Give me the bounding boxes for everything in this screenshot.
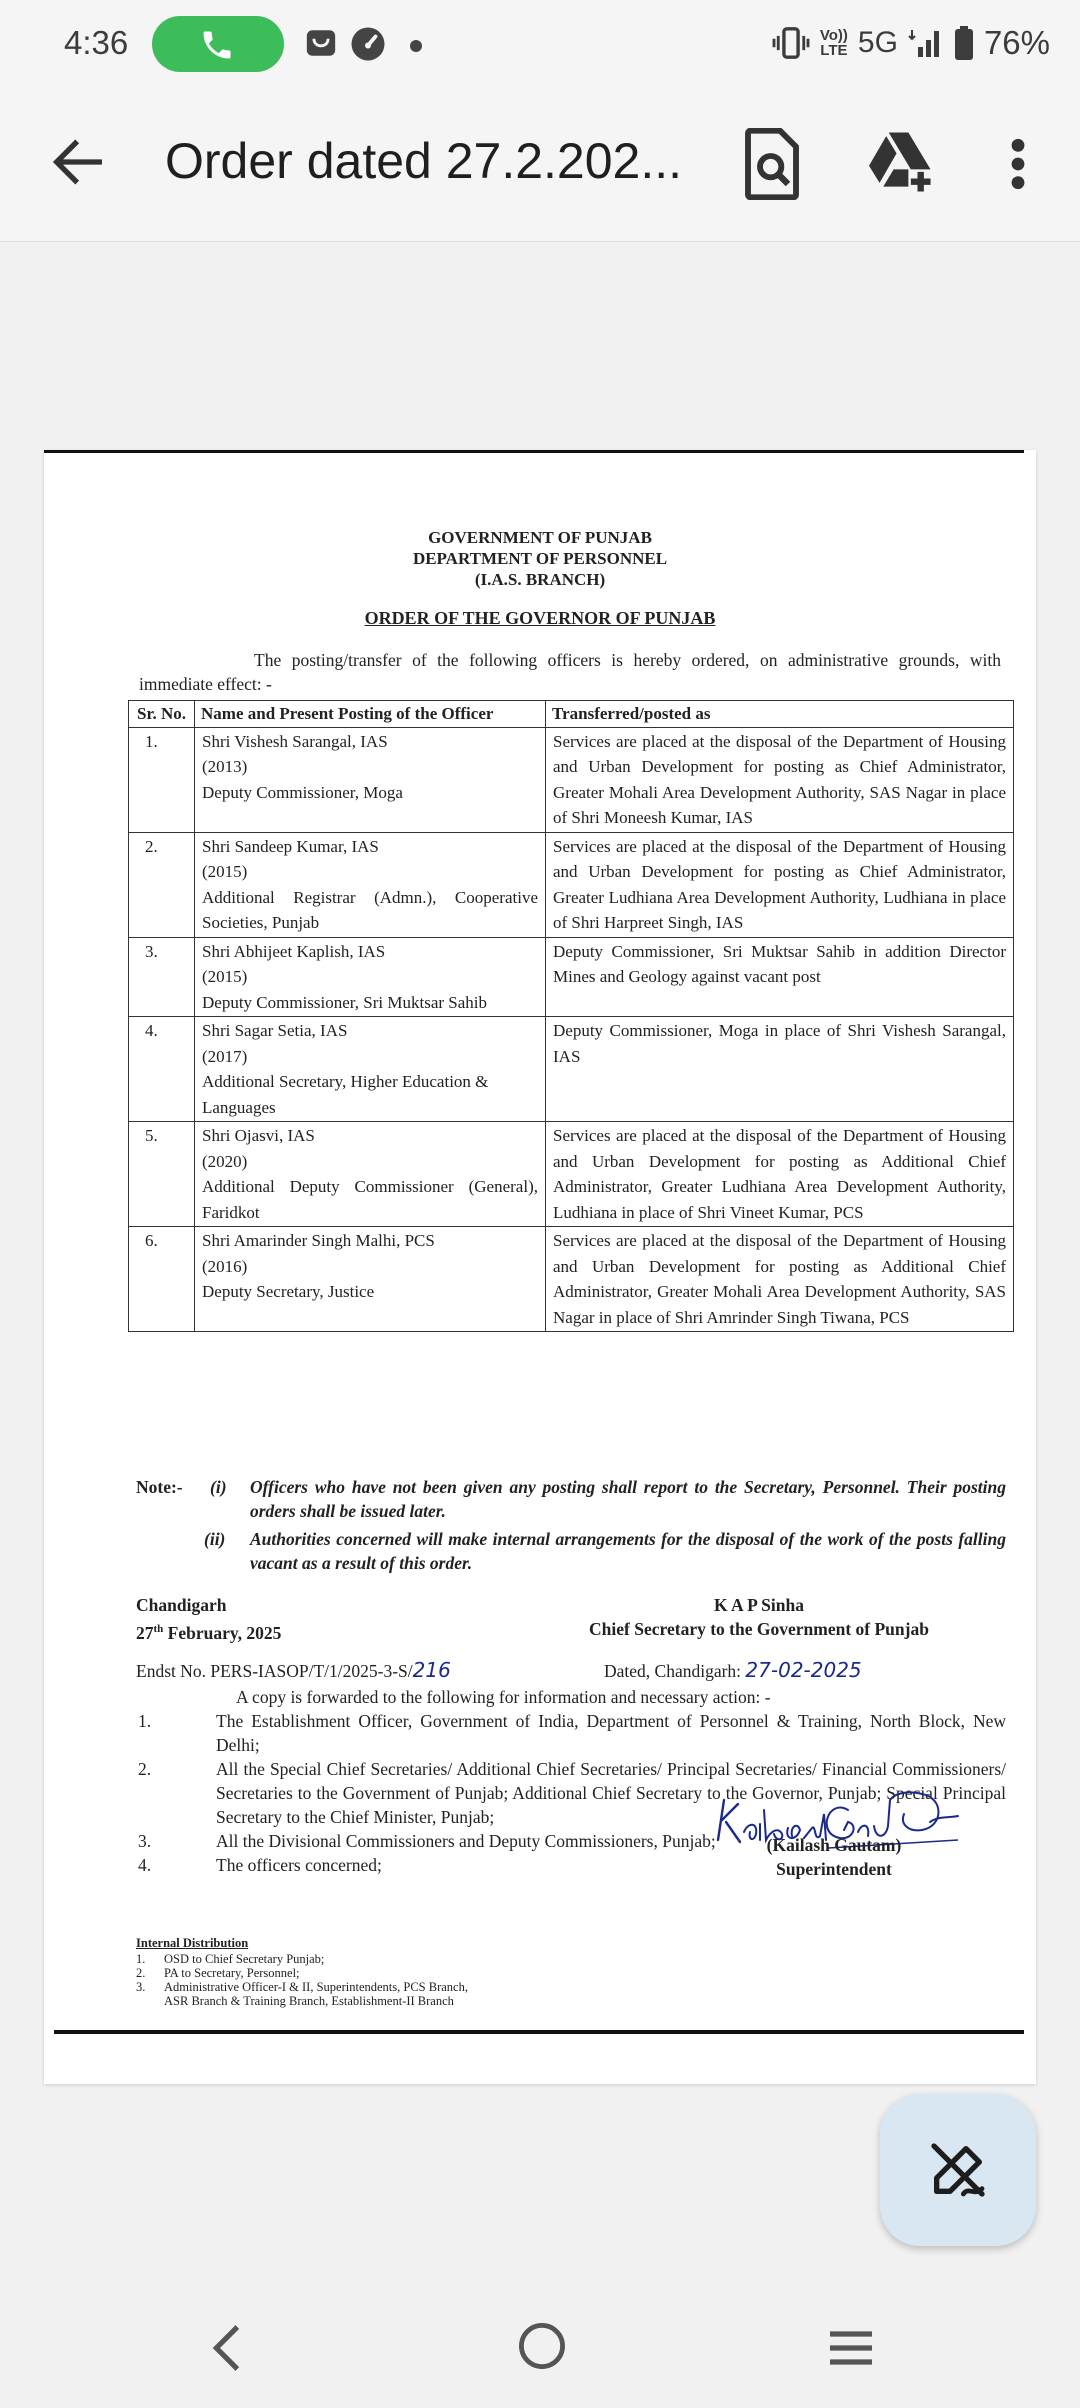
network-type: 5G <box>857 26 898 59</box>
add-to-drive-button[interactable] <box>866 130 936 194</box>
signal-icon <box>908 27 944 59</box>
endorsement-date: Dated, Chandigarh: 27-02-2025 <box>604 1658 862 1682</box>
officers-table <box>128 700 1014 1332</box>
header-name: Name and Present Posting of the Officer <box>195 701 546 728</box>
order-intro: The posting/transfer of the following officers is hereby ordered, on administrative grounds, with immediate effect: - <box>139 650 1001 694</box>
row-sr: 2. <box>129 832 195 937</box>
note-number: (i) <box>210 1477 227 1497</box>
order-title: ORDER OF THE GOVERNOR OF PUNJAB <box>364 608 716 628</box>
notification-dot <box>410 40 422 52</box>
row-posted: Services are placed at the disposal of the Department of Housing and Urban Development for posting as Additional Chief Administrator, Greater Ludhiana Area Development Authority, Ludhiana in place of Shri Vineet Kumar, PCS <box>546 1122 1014 1227</box>
volte-indicator: Vo)) LTE <box>819 27 848 59</box>
document-title: Order dated 27.2.202... <box>165 133 683 189</box>
row-officer: Shri Abhijeet Kaplish, IAS (2015) Deputy Commissioner, Sri Muktsar Sahib <box>195 937 546 1017</box>
internal-item: 2. PA to Secretary, Personnel; <box>136 1966 300 1980</box>
order-date: 27th February, 2025 <box>136 1622 282 1643</box>
gauge-icon <box>350 26 386 62</box>
note-item <box>136 1527 1006 1575</box>
ongoing-call-chip[interactable] <box>152 16 284 72</box>
nav-recents-icon[interactable] <box>822 2320 880 2376</box>
internal-item: 1. OSD to Chief Secretary Punjab; <box>136 1952 325 1966</box>
status-bar <box>0 0 1080 90</box>
find-in-page-button[interactable] <box>740 128 804 200</box>
handwritten-number: 216 <box>412 1658 451 1682</box>
note-text: Authorities concerned will make internal arrangements for the disposal of the work of the posts falling vacant as a result of this order. <box>250 1529 1006 1573</box>
branch-heading: (I.A.S. BRANCH) <box>474 570 606 589</box>
table-row <box>129 937 1014 1017</box>
more-options-button[interactable] <box>1000 132 1036 196</box>
signatory-block <box>684 1833 984 1881</box>
header-sr-no: Sr. No. <box>129 701 195 728</box>
add-to-drive-icon <box>866 130 936 194</box>
status-right-group <box>772 24 1050 62</box>
row-sr: 3. <box>129 937 195 1017</box>
forward-item: 2. All the Special Chief Secretaries/ Additional Chief Secretaries/ Principal Secretaries/ Financial Commissioners/ Secretaries to the Government of Punjab; Additional Chief Secretary to the Governor, Punjab; Special Principal Secretary to the Chief Minister, Punjab; <box>138 1759 1006 1827</box>
row-sr: 6. <box>129 1227 195 1332</box>
note-number: (ii) <box>204 1529 226 1549</box>
signer-title: Chief Secretary to the Government of Punjab <box>589 1619 929 1639</box>
forward-intro: A copy is forwarded to the following for information and necessary action: - <box>236 1687 771 1707</box>
forward-item: 1. The Establishment Officer, Government of India, Department of Personnel & Training, North Block, New Delhi; <box>138 1711 1006 1755</box>
row-sr: 4. <box>129 1017 195 1122</box>
nav-back-icon[interactable] <box>200 2318 256 2378</box>
place: Chandigarh <box>136 1595 227 1615</box>
battery-percent: 76% <box>983 24 1050 61</box>
more-vert-icon <box>1000 132 1036 196</box>
signatory-name: (Kailash Gautam) <box>766 1835 902 1855</box>
place-date <box>136 1593 281 1645</box>
row-sr: 1. <box>129 727 195 832</box>
edit-fab[interactable] <box>880 2094 1036 2246</box>
table-header-row <box>129 701 1014 728</box>
top-rule <box>44 450 1024 453</box>
phone-icon <box>199 27 235 63</box>
row-officer: Shri Vishesh Sarangal, IAS (2013) Deputy Commissioner, Moga <box>195 727 546 832</box>
back-button[interactable] <box>46 130 110 194</box>
nav-home-icon[interactable] <box>516 2314 568 2378</box>
table-row <box>129 1017 1014 1122</box>
row-officer: Shri Amarinder Singh Malhi, PCS (2016) Deputy Secretary, Justice <box>195 1227 546 1332</box>
forward-item: 3. All the Divisional Commissioners and Deputy Commissioners, Punjab; <box>138 1831 716 1851</box>
endorsement-number: Endst No. PERS-IASOP/T/1/2025-3-S/216 <box>136 1658 451 1682</box>
row-posted: Services are placed at the disposal of the Department of Housing and Urban Development for posting as Chief Administrator, Greater Ludhiana Area Development Authority, Ludhiana in place of Shri Harpreet Singh, IAS <box>546 832 1014 937</box>
table-row <box>129 1227 1014 1332</box>
table-row <box>129 727 1014 832</box>
status-time: 4:36 <box>64 24 129 61</box>
back-arrow-icon <box>46 130 110 194</box>
internal-distribution <box>136 1936 468 2008</box>
row-posted: Services are placed at the disposal of the Department of Housing and Urban Development for posting as Additional Chief Administrator, Greater Mohali Area Development Authority, SAS Nagar in place of Shri Amrinder Singh Tiwana, PCS <box>546 1227 1014 1332</box>
edit-pen-icon <box>926 2138 990 2202</box>
signer-block <box>544 1593 974 1641</box>
battery-icon <box>954 26 974 60</box>
govt-heading: GOVERNMENT OF PUNJAB <box>428 528 652 547</box>
header-posted: Transferred/posted as <box>546 701 1014 728</box>
note-label: Note:- <box>136 1477 183 1497</box>
table-row <box>129 1122 1014 1227</box>
internal-title: Internal Distribution <box>136 1936 249 1950</box>
row-officer: Shri Sagar Setia, IAS (2017) Additional Secretary, Higher Education & Languages <box>195 1017 546 1122</box>
bag-icon <box>304 26 338 60</box>
department-heading: DEPARTMENT OF PERSONNEL <box>412 549 668 568</box>
note-text: Officers who have not been given any posting shall report to the Secretary, Personnel. Their posting orders shall be issued later. <box>250 1477 1006 1521</box>
internal-item: 3. Administrative Officer-I & II, Superintendents, PCS Branch, ASR Branch & Training Branch, Establishment-II Branch <box>136 1980 468 2008</box>
row-posted: Deputy Commissioner, Sri Muktsar Sahib in addition Director Mines and Geology against vacant post <box>546 937 1014 1017</box>
app-bar <box>0 90 1080 242</box>
navigation-bar <box>0 2290 1080 2408</box>
handwritten-date: 27-02-2025 <box>745 1658 862 1682</box>
row-posted: Services are placed at the disposal of the Department of Housing and Urban Development for posting as Chief Administrator, Greater Mohali Area Development Authority, SAS Nagar in place of Shri Moneesh Kumar, IAS <box>546 727 1014 832</box>
row-officer: Shri Ojasvi, IAS (2020) Additional Deputy Commissioner (General), Faridkot <box>195 1122 546 1227</box>
forward-item: 4. The officers concerned; <box>138 1855 382 1875</box>
signatory-title: Superintendent <box>776 1859 892 1879</box>
note-item <box>136 1475 1006 1523</box>
document-page[interactable] <box>44 450 1036 2084</box>
table-row <box>129 832 1014 937</box>
row-sr: 5. <box>129 1122 195 1227</box>
row-officer: Shri Sandeep Kumar, IAS (2015) Additional Registrar (Admn.), Cooperative Societies, Punjab <box>195 832 546 937</box>
row-posted: Deputy Commissioner, Moga in place of Shri Vishesh Sarangal, IAS <box>546 1017 1014 1122</box>
find-in-page-icon <box>740 128 804 200</box>
bottom-rule <box>54 2030 1024 2034</box>
signer-name: K A P Sinha <box>714 1595 804 1615</box>
vibrate-icon <box>772 26 810 60</box>
notes-block <box>136 1475 1006 1575</box>
